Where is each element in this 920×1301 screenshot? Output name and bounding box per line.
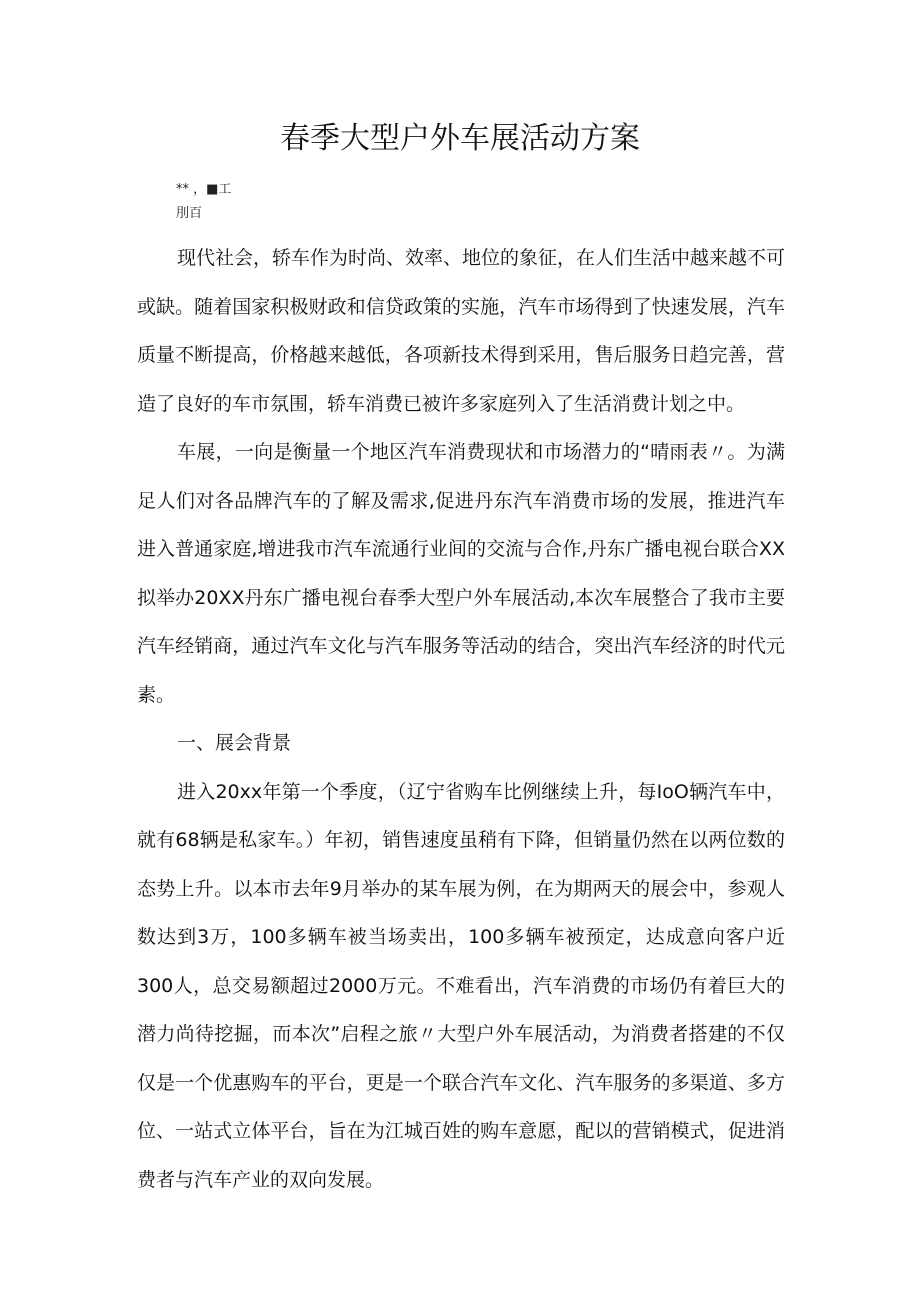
meta-line-1: ** ，■工 <box>176 182 232 197</box>
meta-line-2: 刖百 <box>176 206 203 221</box>
section-heading: 一、展会背景 <box>177 732 292 754</box>
section-paragraph: 进入20xx年第一个季度，（辽宁省购车比例继续上升，每IoO辆汽车中，就有68辆是私家车。）年初，销售速度虽稍有下降，但销量仍然在以两位数的态势上升。以本市去年9月举办的某车展为例，在为期两天的展会中，参观人数达到3万，100多辆车被当场卖出，100多辆车被预定，达成意向客户近300人，总交易额超过2000万元。不难看出，汽车消费的市场仍有着巨大的潜力尚待挖掘，而本次”启程之旅〃大型户外车展活动，为消费者搭建的不仅仅是一个优惠购车的平台，更是一个联合汽车文化、汽车服务的多渠道、多方位、一站式立体平台，旨在为江城百姓的购车意愿，配以的营销模式，促进消费者与汽车产业的双向发展。 <box>137 780 785 1191</box>
document-body <box>137 234 785 1204</box>
intro-paragraph-1: 现代社会，轿车作为时尚、效率、地位的象征，在人们生活中越来越不可或缺。随着国家积极财政和信贷政策的实施，汽车市场得到了快速发展，汽车质量不断提高，价格越来越低，各项新技术得到采用，售后服务日趋完善，营造了良好的车市氛围，轿车消费已被许多家庭列入了生活消费计划之中。 <box>137 247 786 415</box>
document-title: 春季大型户外车展活动方案 <box>280 121 640 156</box>
intro-paragraph-2: 车展，一向是衡量一个地区汽车消费现状和市场潜力的“晴雨表〃。为满足人们对各品牌汽车的了解及需求,促进丹东汽车消费市场的发展，推进汽车进入普通家庭,增进我市汽车流通行业间的交流与合作,丹东广播电视台联合XX拟举办20XX丹东广播电视台春季大型户外车展活动,本次车展整合了我市主要汽车经销商，通过汽车文化与汽车服务等活动的结合，突出汽车经济的时代元素。 <box>137 441 785 706</box>
